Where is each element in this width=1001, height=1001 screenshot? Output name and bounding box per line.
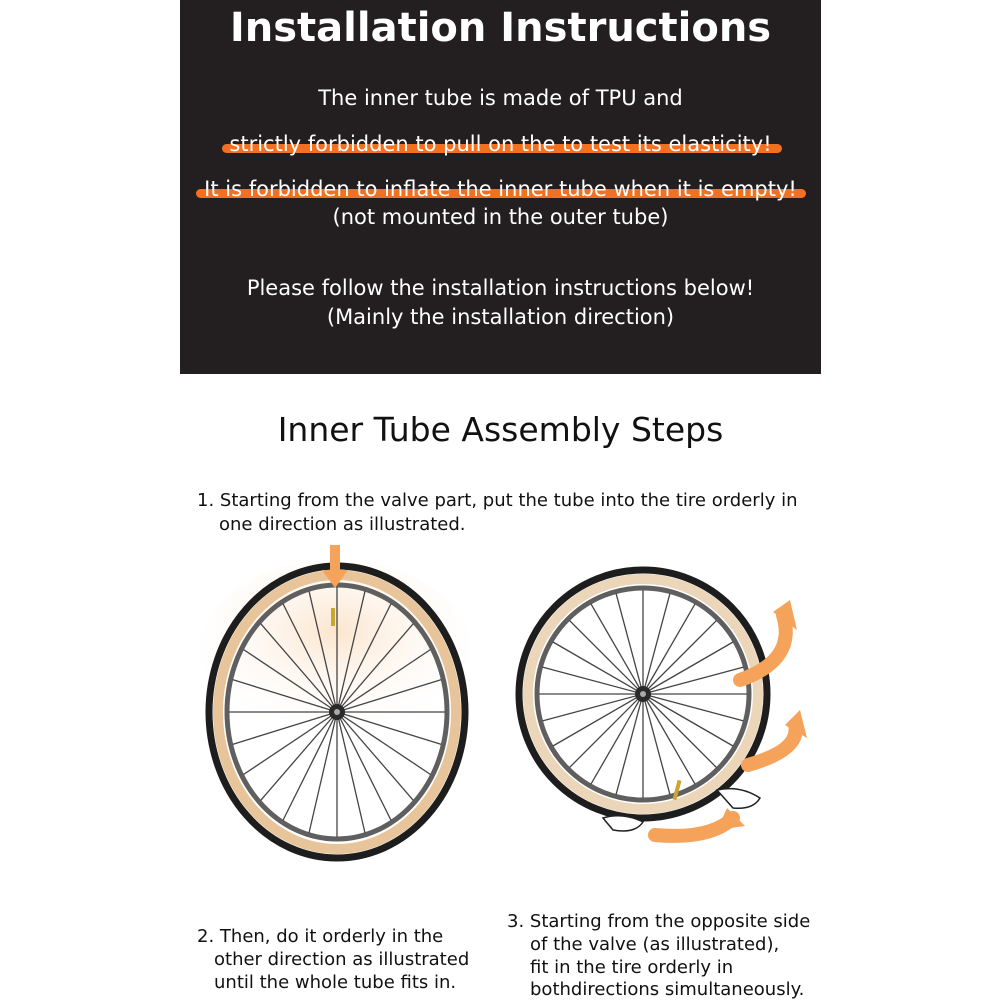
spoke (616, 694, 643, 794)
notice-line-4: (not mounted in the outer tube) (332, 205, 669, 229)
section-title: Inner Tube Assembly Steps (277, 410, 724, 449)
wheel-illustration-2 (505, 560, 825, 860)
spoke (643, 667, 743, 694)
spoke (643, 694, 670, 794)
spoke (616, 594, 643, 694)
step-2-line-3: until the whole tube fits in. (214, 972, 457, 993)
spoke (643, 594, 670, 694)
page-title: Installation Instructions (229, 5, 772, 51)
step-2-line-1: 2. Then, do it orderly in the (197, 926, 444, 947)
step-3-line-1: 3. Starting from the opposite side (507, 911, 811, 932)
step-3-line-2: of the valve (as illustrated), (530, 934, 780, 955)
step-1-line-2: one direction as illustrated. (219, 514, 466, 535)
step-2-line-2: other direction as illustrated (214, 949, 470, 970)
spoke (543, 694, 643, 721)
warning-line-1: strictly forbidden to pull on the to test its elasticity! (229, 132, 772, 156)
step-1-line-1: 1. Starting from the valve part, put the tube into the tire orderly in (197, 490, 798, 511)
notice-line-6: (Mainly the installation direction) (326, 305, 675, 329)
notice-line-5: Please follow the installation instructions below! (246, 276, 755, 300)
notice-line-1: The inner tube is made of TPU and (318, 86, 683, 110)
spoke (643, 694, 743, 721)
spoke (543, 667, 643, 694)
step-3-line-3: fit in the tire orderly in (530, 957, 734, 978)
hand-icon (717, 789, 760, 809)
step-3-line-4: bothdirections simultaneously. (530, 979, 805, 1000)
wheel-illustration-1 (190, 540, 490, 870)
warning-line-2: It is forbidden to inflate the inner tube when it is empty! (204, 177, 797, 201)
